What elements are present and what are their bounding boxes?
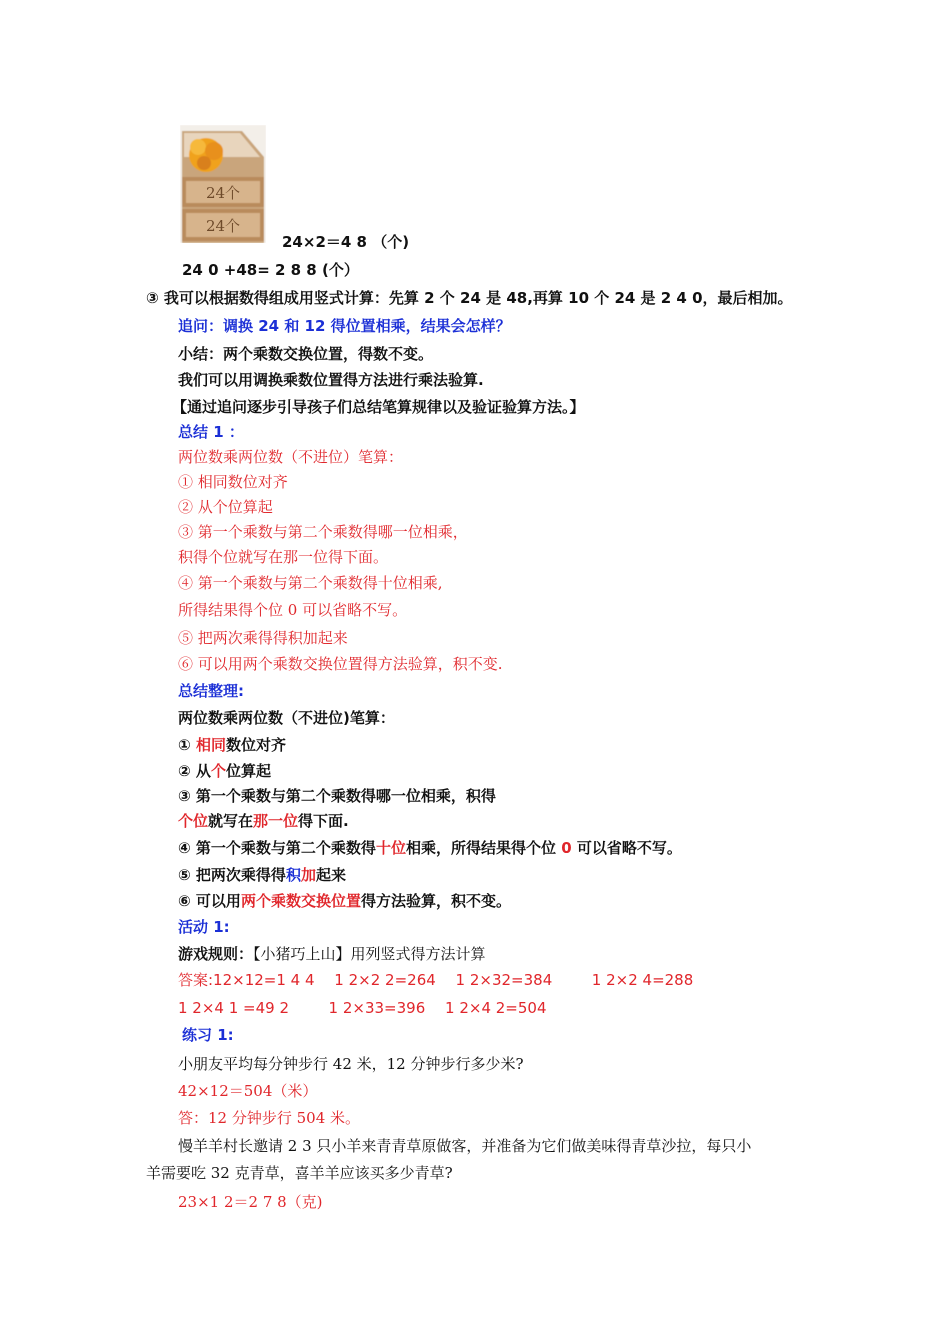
equation-24x2: 24×2＝4 8 （个) — [282, 233, 410, 251]
organized-item-1-rest: 数位对齐 — [225, 736, 286, 754]
highlight-ones-place: 个位 — [178, 812, 209, 830]
teaching-note: 【通过追问逐步引导孩子们总结笔算规律以及验证验算方法。】 — [172, 398, 585, 416]
summary-1-item-2: ② 从个位算起 — [178, 498, 273, 516]
box-label-bottom: 24个 — [205, 217, 241, 235]
highlight-product: 积 — [285, 866, 301, 884]
exercise-2-question-cont: 羊需要吃 32 克青草，喜羊羊应该买多少青草? — [146, 1164, 453, 1182]
exercise-2-equation: 23×1 2＝2 7 8（克) — [178, 1193, 323, 1211]
organized-item-4 — [178, 838, 682, 858]
answers-row-2: 1 2×4 1 =49 2 1 2×33=396 1 2×4 2=504 — [178, 999, 547, 1017]
answers-row-1: 答案:12×12=1 4 4 1 2×2 2=264 1 2×32=384 1 2×2 4=288 — [178, 971, 694, 989]
organized-item-6 — [178, 891, 511, 911]
organized-item-5 — [178, 865, 346, 885]
organized-item-3-cont — [178, 811, 349, 831]
method-3: ③ 我可以根据数得组成用竖式计算：先算 2 个 24 是 48,再算 10 个 24 是 2 4 0，最后相加。 — [146, 289, 793, 307]
summary-1-item-3-cont: 积得个位就写在那一位得下面。 — [178, 548, 389, 566]
game-rules — [178, 944, 486, 964]
organized-item-3: ③ 第一个乘数与第二个乘数得哪一位相乘，积得 — [178, 787, 496, 805]
organized-item-5-text-a: ⑤ 把两次乘得得 — [178, 866, 286, 884]
summary-organized-title: 两位数乘两位数（不进位)笔算： — [178, 709, 395, 727]
highlight-add: 加 — [300, 866, 316, 884]
exercise-1-heading: 练习 1: — [182, 1026, 234, 1044]
organized-item-1-prefix: ① — [178, 736, 196, 754]
highlight-swap: 两个乘数交换位置 — [240, 892, 361, 910]
orange-box-icon — [180, 125, 266, 243]
exercise-2-question: 慢羊羊村长邀请 2 3 只小羊来青青草原做客，并准备为它们做美味得青草沙拉，每只小 — [178, 1137, 752, 1155]
game-rules-text: 【小猪巧上山】用列竖式得方法计算 — [253, 945, 486, 963]
exercise-1-equation: 42×12＝504（米） — [178, 1082, 318, 1100]
organized-item-5-text-b: 起来 — [315, 866, 346, 884]
exercise-1-answer: 答：12 分钟步行 504 米。 — [178, 1109, 361, 1127]
organized-item-3-text-a: 就写在 — [208, 812, 254, 830]
highlight-ones: 个 — [210, 762, 226, 780]
summary-1-heading: 总结 1 ： — [178, 423, 244, 441]
organized-item-2-prefix: ② 从 — [178, 762, 211, 780]
highlight-that-place: 那一位 — [253, 812, 299, 830]
orange-box-illustration — [180, 125, 266, 243]
summary-statement: 小结：两个乘数交换位置，得数不变。 — [178, 345, 434, 363]
exercise-1-question: 小朋友平均每分钟步行 42 米，12 分钟步行多少米? — [178, 1055, 524, 1073]
organized-item-4-text-b: 相乘，所得结果得个位 — [405, 839, 562, 857]
summary-1-item-4: ④ 第一个乘数与第二个乘数得十位相乘, — [178, 574, 443, 592]
summary-1-item-4-cont: 所得结果得个位 0 可以省略不写。 — [178, 601, 408, 619]
box-label-top: 24个 — [205, 184, 241, 202]
organized-item-4-text-a: ④ 第一个乘数与第二个乘数得 — [178, 839, 376, 857]
summary-1-item-5: ⑤ 把两次乘得得积加起来 — [178, 629, 348, 647]
equation-sum: 24 0 +48= 2 8 8 (个） — [182, 261, 359, 279]
organized-item-6-text-a: ⑥ 可以用 — [178, 892, 241, 910]
summary-1-item-1: ① 相同数位对齐 — [178, 473, 288, 491]
organized-item-2 — [178, 761, 271, 781]
highlight-zero: 0 — [561, 839, 572, 857]
verification-method: 我们可以用调换乘数位置得方法进行乘法验算. — [178, 371, 484, 389]
summary-organized-heading: 总结整理: — [178, 682, 244, 700]
summary-1-title: 两位数乘两位数（不进位）笔算： — [178, 448, 404, 466]
highlight-tens: 十位 — [375, 839, 406, 857]
organized-item-4-text-c: 可以省略不写。 — [571, 839, 682, 857]
summary-1-item-6: ⑥ 可以用两个乘数交换位置得方法验算，积不变. — [178, 655, 503, 673]
organized-item-1 — [178, 735, 286, 755]
highlight-same: 相同 — [195, 736, 226, 754]
follow-up-question: 追问：调换 24 和 12 得位置相乘，结果会怎样？ — [178, 317, 511, 335]
organized-item-2-rest: 位算起 — [225, 762, 271, 780]
game-rules-label: 游戏规则： — [178, 945, 254, 963]
summary-1-item-3: ③ 第一个乘数与第二个乘数得哪一位相乘， — [178, 523, 468, 541]
organized-item-6-text-b: 得方法验算，积不变。 — [360, 892, 511, 910]
activity-1-heading: 活动 1: — [178, 918, 230, 936]
organized-item-3-text-b: 得下面. — [298, 812, 349, 830]
